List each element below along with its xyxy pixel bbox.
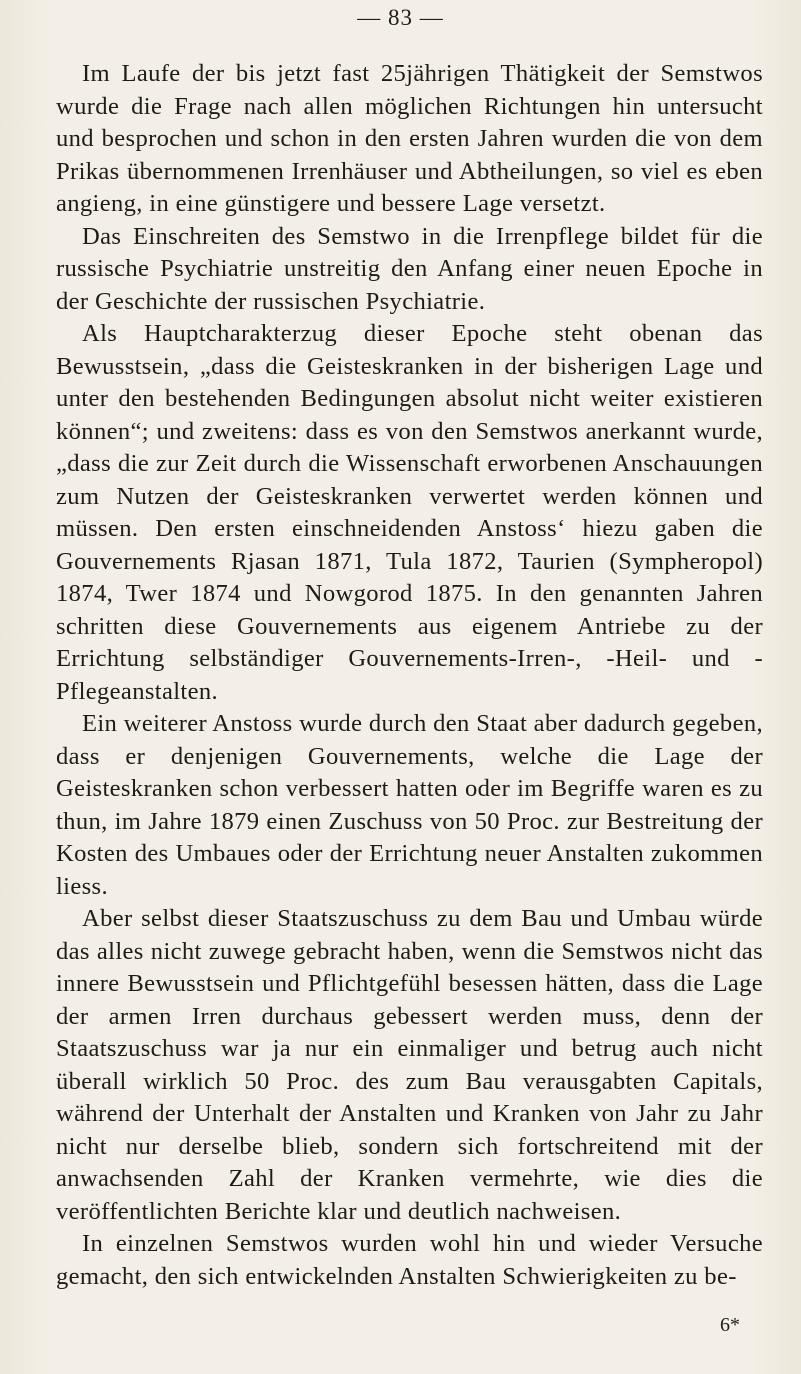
- paragraph-3: Als Hauptcharakterzug dieser Epoche steht obenan das Bewusstsein, „dass die Geisteskranken in der bisherigen Lage und unter den bestehenden Bedingungen absolut nicht weiter existieren können“; und zweitens: dass es von den Semstwos anerkannt wurde, „dass die zur Zeit durch die Wissenschaft erworbenen Anschauungen zum Nutzen der Geisteskranken verwertet werden können und müssen. Den ersten einschneidenden Anstoss‘ hiezu gaben die Gouvernements Rjasan 1871, Tula 1872, Taurien (Sympheropol) 1874, Twer 1874 und Nowgorod 1875. In den genannten Jahren schritten diese Gouvernements aus eigenem Antriebe zu der Errichtung selbständiger Gouvernements-Irren-, -Heil- und -Pflegeanstalten.: [56, 320, 763, 705]
- paragraph-5: Aber selbst dieser Staatszuschuss zu dem Bau und Umbau würde das alles nicht zuwege gebracht haben, wenn die Semstwos nicht das innere Bewusstsein und Pflichtgefühl besessen hätten, dass die Lage der armen Irren durchaus gebessert werden muss, denn der Staatszuschuss war ja nur ein einmaliger und betrug auch nicht überall wirklich 50 Proc. des zum Bau verausgabten Capitals, während der Unterhalt der Anstalten und Kranken von Jahr zu Jahr nicht nur derselbe blieb, sondern sich fortschreitend mit der anwachsenden Zahl der Kranken vermehrte, wie dies die veröffentlichten Berichte klar und deutlich nachweisen.: [56, 905, 763, 1225]
- paragraph-1: Im Laufe der bis jetzt fast 25jährigen Thätigkeit der Semstwos wurde die Frage nach allen möglichen Richtungen hin untersucht und besprochen und schon in den ersten Jahren wurden die von dem Prikas übernommenen Irrenhäuser und Abtheilungen, so viel es eben angieng, in eine günstigere und bessere Lage versetzt.: [56, 60, 763, 217]
- signature-mark: 6*: [720, 1314, 740, 1336]
- paragraph-6: In einzelnen Semstwos wurden wohl hin und wieder Versuche gemacht, den sich entwickelnden Anstalten Schwierigkeiten zu be-: [56, 1230, 763, 1290]
- page-number: — 83 —: [357, 5, 444, 30]
- body-text: [56, 58, 763, 1293]
- paragraph-2: Das Einschreiten des Semstwo in die Irrenpflege bildet für die russische Psychiatrie unstreitig den Anfang einer neuen Epoche in der Geschichte der russischen Psychiatrie.: [56, 222, 763, 315]
- paragraph-4: Ein weiterer Anstoss wurde durch den Staat aber dadurch gegeben, dass er denjenigen Gouvernements, welche die Lage der Geisteskranken schon verbessert hatten oder im Begriffe waren es zu thun, im Jahre 1879 einen Zuschuss von 50 Proc. zur Bestreitung der Kosten des Umbaues oder der Errichtung neuer Anstalten zukommen liess.: [56, 710, 763, 900]
